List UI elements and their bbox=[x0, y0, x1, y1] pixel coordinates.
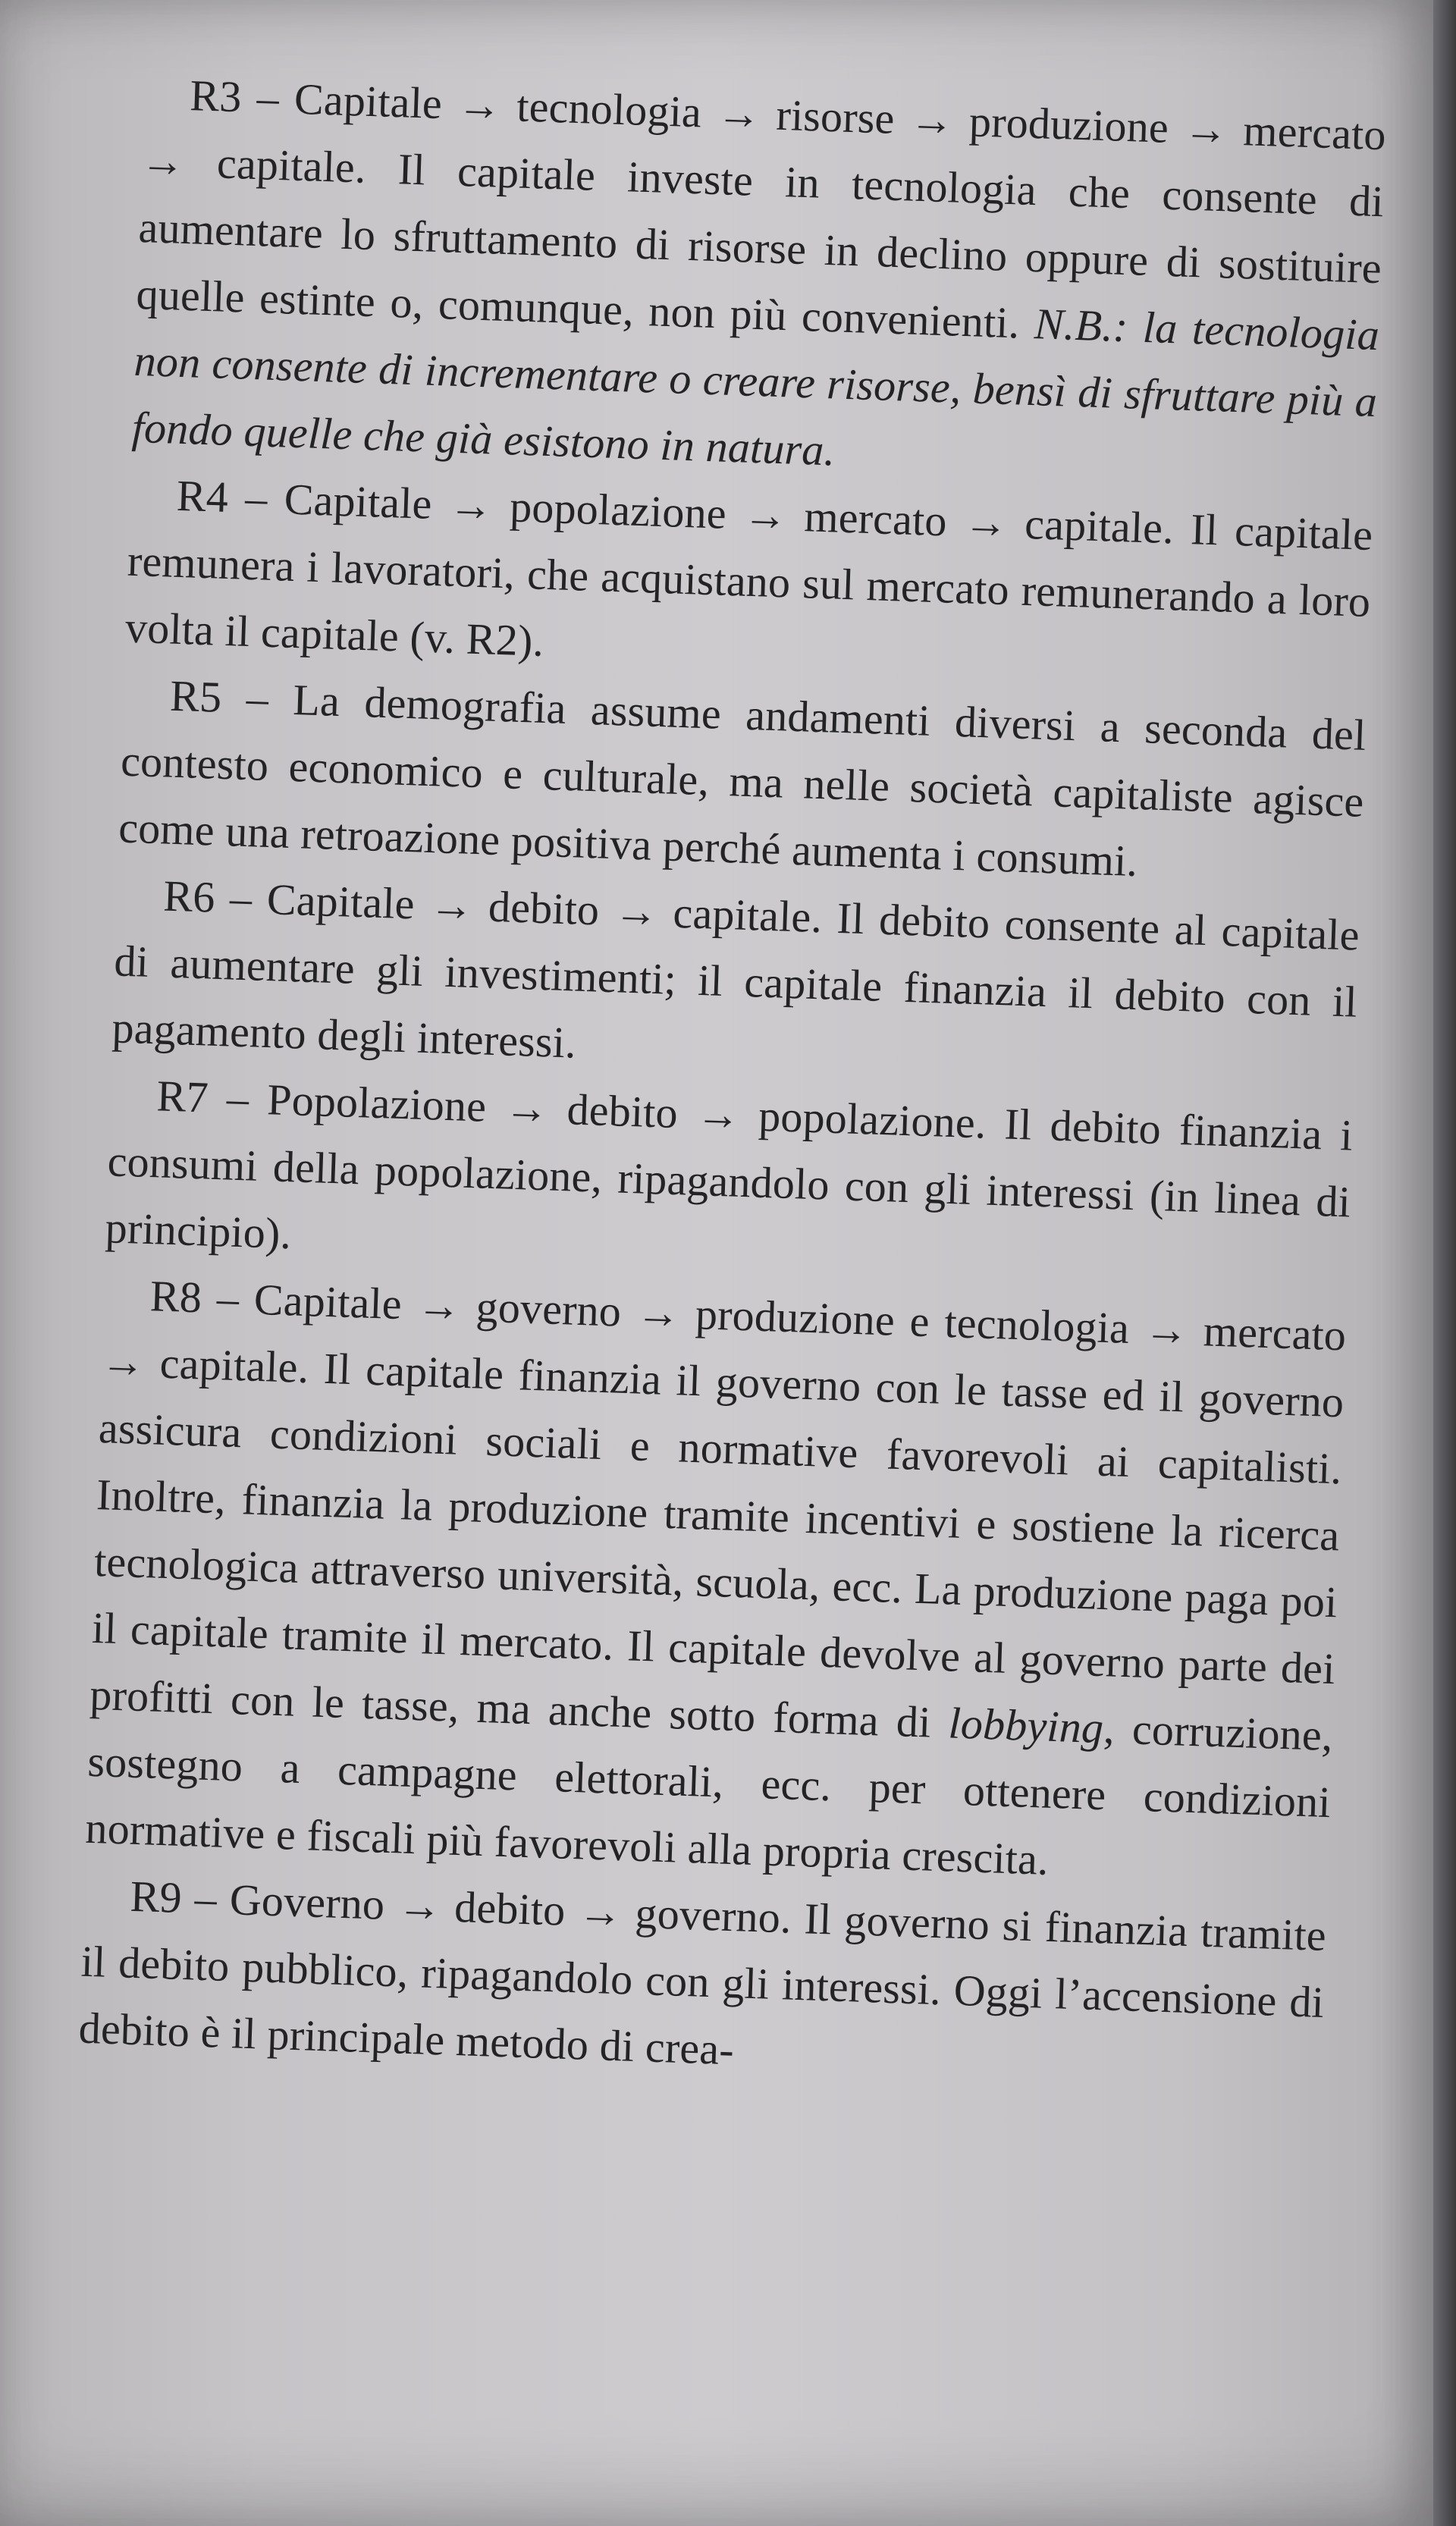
paragraph-r8-text-after: , corruzione, sostegno a campagne elettorali, ecc. per ottenere condizioni normative e fiscali più favorevoli alla propria crescita. bbox=[84, 1703, 1334, 1884]
paragraph-r4: R4 – Capitale → popolazione → mercato → capitale. Il capitale remunera i lavoratori, che acquistano sul mercato remunerando a loro volta il capitale (v. R2). bbox=[124, 470, 1374, 666]
paragraph-r8-italic-term: lobbying bbox=[947, 1698, 1105, 1753]
paragraph-r8 bbox=[84, 1261, 1347, 1903]
page-edge-shadow bbox=[1433, 0, 1456, 2526]
page-text-block bbox=[77, 61, 1387, 2103]
paragraph-r3 bbox=[130, 61, 1387, 502]
paragraph-r3-note: N.B.: la tecnologia non consente di incrementare o creare risorse, bensì di sfruttare più a fondo quelle che già esistono in natura. bbox=[130, 299, 1380, 475]
paragraph-r9: R9 – Governo → debito → governo. Il governo si finanzia tramite il debito pubblico, ripagandolo con gli interessi. Oggi l’accensione di debito è il principale metodo di crea- bbox=[77, 1871, 1327, 2075]
paragraph-r6: R6 – Capitale → debito → capitale. Il debito consente al capitale di aumentare gli investimenti; il capitale finanzia il debito con il pagamento degli interessi. bbox=[111, 871, 1360, 1068]
paragraph-r3-text: R3 – Capitale → tecnologia → risorse → produzione → mercato → capitale. Il capitale investe in tecnologia che consente di aumentare lo sfruttamento di risorse in declino oppure di sostituire quelle estinte o, comunque, non più convenienti. bbox=[135, 71, 1387, 349]
paragraph-r7: R7 – Popolazione → debito → popolazione. Il debito finanzia i consumi della popolazione, ripagandolo con gli interessi (in linea di principio). bbox=[104, 1071, 1354, 1259]
paragraph-r8-text-before: R8 – Capitale → governo → produzione e tecnologia → mercato → capitale. Il capitale finanzia il governo con le tasse ed il governo assicura condizioni sociali e normative favorevoli ai capitalisti. Inoltre, finanzia la produzione tramite incentivi e sostiene la ricerca tecnologica attraverso università, scuola, ecc. La produzione paga poi il capitale tramite il mercato. Il capitale devolve al governo parte dei profitti con le tasse, ma anche sotto forma di bbox=[89, 1271, 1348, 1748]
paragraph-r5: R5 – La demografia assume andamenti diversi a seconda del contesto economico e culturale, ma nelle società capitaliste agisce come una retroazione positiva perché aumenta i consumi. bbox=[118, 670, 1367, 886]
